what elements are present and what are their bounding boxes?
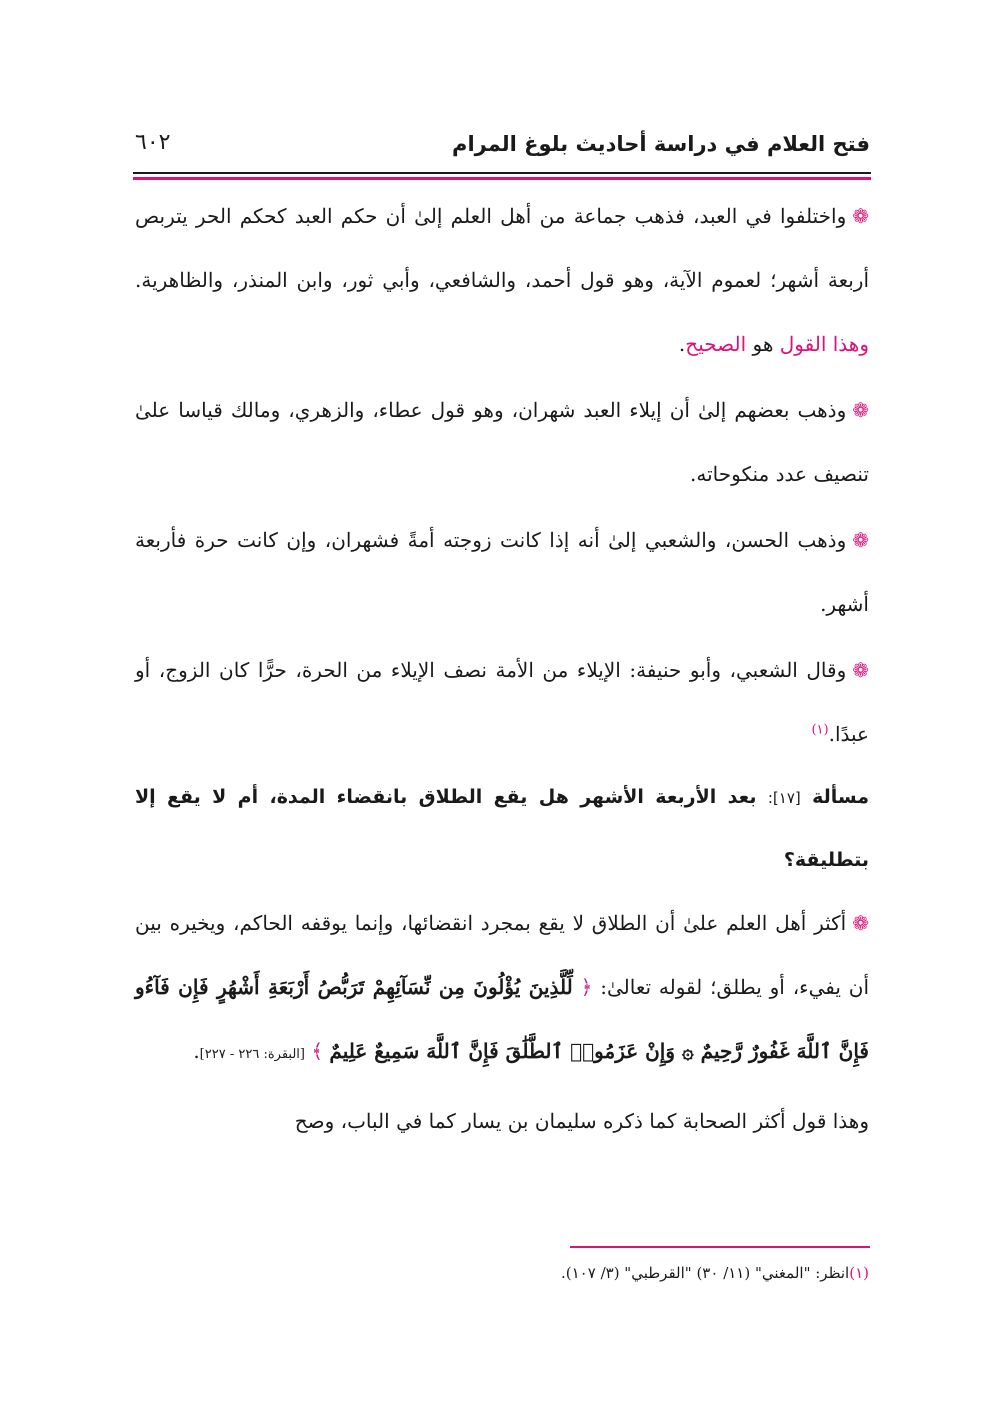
page-number: ٦٠٢ <box>135 130 171 155</box>
header-rule-black <box>133 172 871 174</box>
quran-verse: لِّلَّذِينَ يُؤْلُونَ مِن نِّسَآئِهِمْ تَرَبُّصُ أَرْبَعَةِ أَشْهُرٍ فَإِن فَآءُو فَإِنَّ ٱللَّهَ غَفُورٌ رَّحِيمٌ ۞ وَإِنْ عَزَمُوا۟ ٱلطَّلَٰقَ فَإِنَّ ٱللَّهَ سَمِيعٌ عَلِيمٌ <box>135 975 869 1063</box>
issue-heading <box>135 766 869 891</box>
flower-ornament-icon: ❁ <box>852 911 869 935</box>
running-header <box>135 128 870 172</box>
paragraph-text: . <box>193 1039 200 1063</box>
paragraph-some-opinion <box>135 378 869 506</box>
footnote-number: (١) <box>849 1264 869 1282</box>
paragraph-slave-ruling <box>135 184 869 376</box>
paragraph-majority-opinion <box>135 891 869 1087</box>
paragraph-text: وذهب الحسن، والشعبي إلىٰ أنه إذا كانت زوجته أمةً فشهران، وإن كانت حرة فأربعة أشهر. <box>135 528 869 616</box>
issue-label: مسألة <box>812 786 870 808</box>
highlight-correct: الصحيح <box>685 332 747 356</box>
flower-ornament-icon: ❁ <box>852 204 869 228</box>
header-rule-pink <box>133 177 871 180</box>
quran-close-bracket: ﴾ <box>311 1039 324 1063</box>
paragraph-text: واختلفوا في العبد، فذهب جماعة من أهل العلم إلىٰ أن حكم العبد كحكم الحر يتربص أربعة أشهر؛ لعموم الآية، وهو قول أحمد، والشافعي، وأبي ثور، وابن المنذر، والظاهرية. <box>135 204 869 292</box>
flower-ornament-icon: ❁ <box>852 398 869 422</box>
paragraph-companions <box>135 1089 869 1153</box>
paragraph-text: هو <box>752 332 774 356</box>
quran-open-bracket: ﴿ <box>580 975 593 999</box>
footnote-ref[interactable]: (١) <box>811 722 829 738</box>
footnote <box>135 1264 869 1282</box>
paragraph-text: . <box>678 332 686 356</box>
highlight-this-opinion: وهذا القول <box>779 332 869 356</box>
footnote-rule <box>570 1246 870 1248</box>
paragraph-text: وقال الشعبي، وأبو حنيفة: الإيلاء من الأمة نصف الإيلاء من الحرة، حرًّا كان الزوج، أو عبدًا. <box>135 658 869 746</box>
book-title: فتح العلام في دراسة أحاديث بلوغ المرام <box>452 132 870 156</box>
flower-ornament-icon: ❁ <box>852 658 869 682</box>
main-text <box>135 184 869 1153</box>
paragraph-text: وذهب بعضهم إلىٰ أن إيلاء العبد شهران، وهو قول عطاء، والزهري، ومالك قياسا علىٰ تنصيف عدد منكوحاته. <box>135 398 869 486</box>
footnote-text: انظر: "المغني" (١١/ ٣٠) "القرطبي" (٣/ ١٠٧). <box>561 1264 850 1282</box>
paragraph-text: أكثر أهل العلم علىٰ أن الطلاق لا يقع بمجرد انقضائها، وإنما يوقفه الحاكم، ويخيره بين أن يفيء، أو يطلق؛ لقوله تعالىٰ: <box>135 911 870 999</box>
issue-number: [١٧]: <box>767 789 801 807</box>
paragraph-text: وهذا قول أكثر الصحابة كما ذكره سليمان بن يسار كما في الباب، وصح <box>294 1109 869 1133</box>
verse-reference: [البقرة: ٢٢٦ - ٢٢٧] <box>199 1047 305 1062</box>
paragraph-shabi-opinion <box>135 638 869 766</box>
flower-ornament-icon: ❁ <box>852 528 869 552</box>
issue-text: بعد الأربعة الأشهر هل يقع الطلاق بانقضاء المدة، أم لا يقع إلا بتطليقة؟ <box>135 786 869 871</box>
paragraph-hasan-opinion <box>135 508 869 636</box>
